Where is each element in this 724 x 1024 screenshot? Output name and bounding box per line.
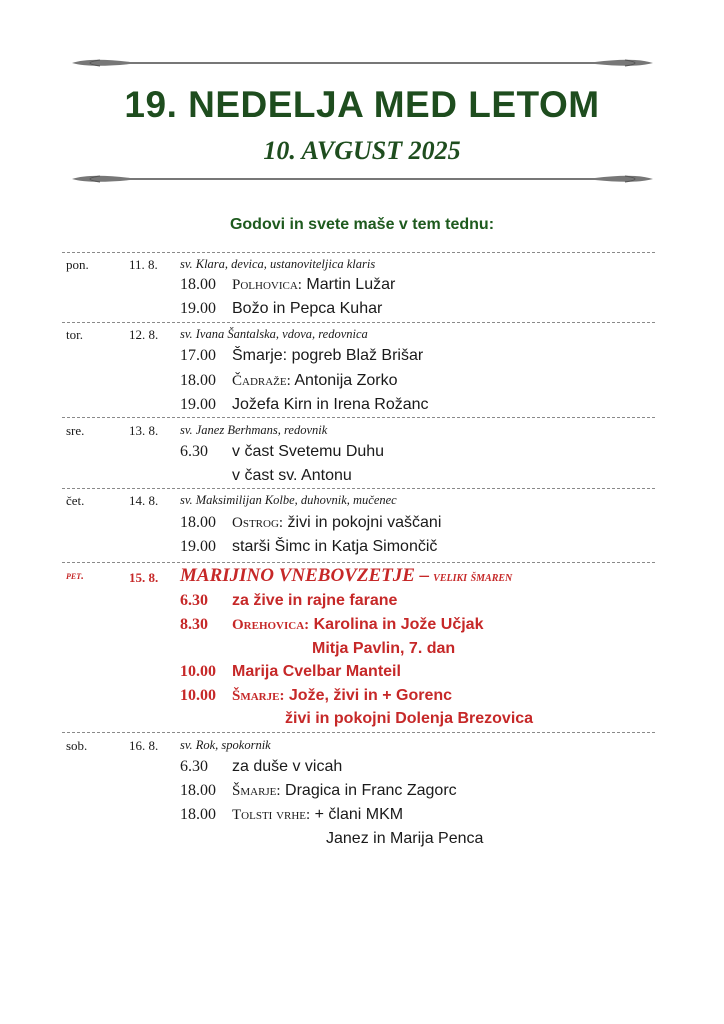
mass-time: 18.00 [180,782,216,799]
day-date: 14. 8. [129,493,159,508]
mass-text: živi in pokojni vaščani [287,514,442,531]
mass-time: 10.00 [180,663,216,680]
page-date: 10. AVGUST 2025 [263,136,461,165]
mass-time: 19.00 [180,538,216,555]
mass-time: 17.00 [180,347,216,364]
mass-text: v čast Svetemu Duhu [232,443,385,460]
mass-time: 8.30 [180,616,208,633]
mass-time: 6.30 [180,443,208,460]
mass-intention [232,514,441,532]
mass-intention [232,276,395,294]
day-name: pet. [66,570,84,582]
mass-text: Jožefa Kirn in Irena Rožanc [232,396,429,413]
day-separator [62,417,655,418]
mass-text: živi in pokojni Dolenja Brezovica [285,710,534,727]
day-saint: sv. Rok, spokornik [180,738,271,752]
top-ornament-divider [70,56,655,70]
mass-place: Šmarje: [232,688,285,704]
mass-time: 18.00 [180,806,216,823]
mass-time: 10.00 [180,687,216,704]
mass-place: Polhovica: [232,277,302,293]
day-name: sob. [66,738,88,753]
feast-name: MARIJINO VNEBOVZETJE – [180,565,430,586]
day-separator [62,252,655,253]
day-name: tor. [66,327,83,342]
mass-text: Jože, živi in + Gorenc [288,687,453,704]
mass-place: Šmarje: [232,783,281,799]
page-title: 19. NEDELJA MED LETOM [124,84,600,125]
day-saint: sv. Janez Berhmans, redovnik [180,423,328,437]
day-separator [62,488,655,489]
bottom-ornament-divider [70,172,655,186]
day-date: 11. 8. [129,257,158,272]
day-name: pon. [66,257,89,272]
day-separator [62,562,655,563]
day-date: 16. 8. [129,738,159,753]
mass-time: 6.30 [180,758,208,775]
day-date: 15. 8. [129,570,159,585]
mass-time: 18.00 [180,372,216,389]
mass-time: 19.00 [180,396,216,413]
mass-intention [232,782,457,800]
day-saint: sv. Klara, devica, ustanoviteljica klaris [180,257,376,271]
mass-text: Marija Cvelbar Manteil [232,663,401,680]
day-date: 13. 8. [129,423,159,438]
mass-text: Janez in Marija Penca [326,830,484,847]
day-saint: sv. Maksimilijan Kolbe, duhovnik, mučenec [180,493,397,507]
mass-text: za žive in rajne farane [232,592,398,609]
section-heading: Godovi in svete maše v tem tednu: [229,216,495,233]
mass-place: Tolsti vrhe: [232,807,311,823]
mass-intention [232,372,398,390]
mass-text: Martin Lužar [306,276,396,293]
mass-place: Ostrog: [232,515,284,531]
mass-text: Šmarje: pogreb Blaž Brišar [232,347,424,364]
mass-time: 18.00 [180,514,216,531]
mass-time: 6.30 [180,592,208,609]
mass-intention [232,616,483,634]
mass-place: Orehovica: [232,617,310,633]
feast-title [180,565,512,587]
mass-text: Karolina in Jože Učjak [313,616,484,633]
mass-text: Dragica in Franc Zagorc [285,782,457,799]
day-separator [62,732,655,733]
day-name: čet. [66,493,85,508]
mass-text: Antonija Zorko [294,372,398,389]
day-name: sre. [66,423,85,438]
mass-place: Čadraže: [232,373,291,389]
mass-text: Mitja Pavlin, 7. dan [312,640,456,657]
mass-text: starši Šimc in Katja Simončič [232,538,438,555]
day-date: 12. 8. [129,327,159,342]
mass-intention [232,687,452,705]
mass-text: + člani MKM [314,806,404,823]
mass-text: za duše v vicah [232,758,343,775]
day-saint: sv. Ivana Šantalska, vdova, redovnica [180,327,368,341]
feast-tag: veliki šmaren [433,570,513,585]
mass-time: 18.00 [180,276,216,293]
day-separator [62,322,655,323]
mass-text: v čast sv. Antonu [232,467,352,484]
mass-text: Božo in Pepca Kuhar [232,300,383,317]
mass-intention [232,806,403,824]
mass-time: 19.00 [180,300,216,317]
